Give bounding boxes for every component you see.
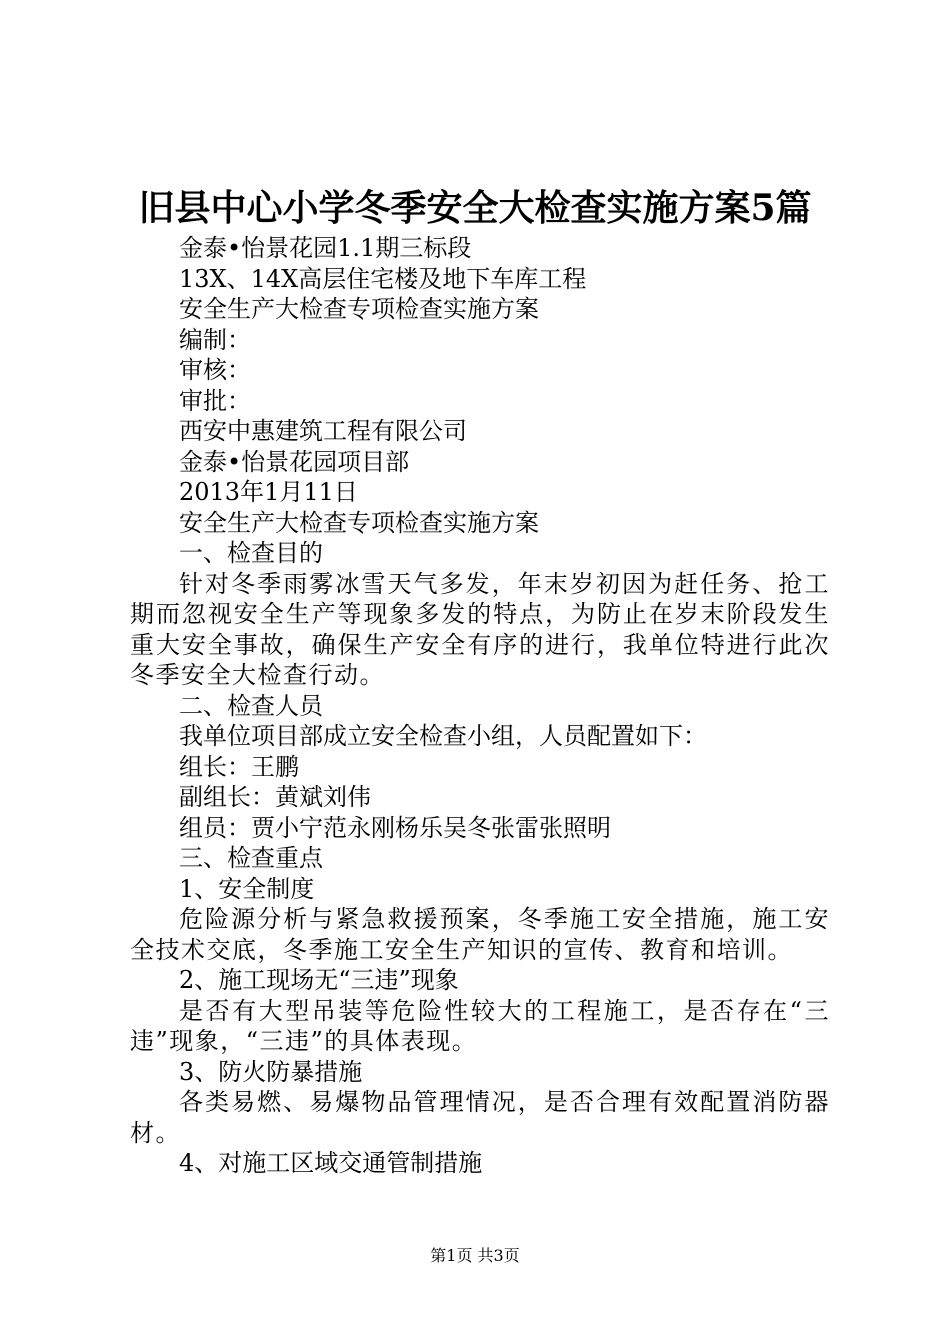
approved-by-line: 审批： — [179, 386, 251, 415]
focus-item-2-heading: 2、施工现场无“三违”现象 — [179, 966, 459, 994]
focus-item-3-paragraph: 各类易燃、易爆物品管理情况，是否合理有效配置消防器材。 — [130, 1088, 830, 1147]
personnel-intro-line: 我单位项目部成立安全检查小组，人员配置如下： — [179, 722, 707, 750]
page-footer: 第1页 共3页 — [430, 1246, 520, 1265]
plan-title-line: 安全生产大检查专项检查实施方案 — [179, 295, 539, 323]
focus-item-4-heading: 4、对施工区域交通管制措施 — [179, 1149, 483, 1177]
section-heading-personnel: 二、检查人员 — [179, 691, 323, 720]
project-name-line: 金泰•怡景花园1.1期三标段 — [179, 234, 472, 262]
section-heading-focus: 三、检查重点 — [179, 844, 323, 872]
date-line: 2013年1月11日 — [179, 478, 358, 506]
team-members-line: 组员：贾小宁范永刚杨乐吴冬张雷张照明 — [179, 813, 611, 842]
company-line: 西安中惠建筑工程有限公司 — [179, 417, 467, 445]
reviewed-by-line: 审核： — [179, 356, 251, 384]
focus-item-1-paragraph: 危险源分析与紧急救援预案，冬季施工安全措施，施工安全技术交底，冬季施工安全生产知识的宣传、教育和培训。 — [130, 905, 830, 964]
project-scope-line: 13X、14X高层住宅楼及地下车库工程 — [179, 264, 587, 293]
purpose-paragraph: 针对冬季雨雾冰雪天气多发，年末岁初因为赶任务、抢工期而忽视安全生产等现象多发的特点，为防止在岁末阶段发生重大安全事故，确保生产安全有序的进行，我单位特进行此次冬季安全大检查行动。 — [130, 569, 830, 689]
plan-heading-line: 安全生产大检查专项检查实施方案 — [179, 508, 539, 537]
compiled-by-line: 编制： — [179, 325, 251, 354]
team-leader-line: 组长：王鹏 — [179, 752, 299, 781]
deputy-leader-line: 副组长：黄斌刘伟 — [179, 783, 371, 811]
department-line: 金泰•怡景花园项目部 — [179, 447, 410, 476]
focus-item-1-heading: 1、安全制度 — [179, 874, 315, 903]
section-heading-purpose: 一、检查目的 — [179, 539, 323, 567]
focus-item-3-heading: 3、防火防暴措施 — [179, 1057, 363, 1086]
document-body — [130, 233, 830, 1179]
document-title: 旧县中心小学冬季安全大检查实施方案5篇 — [138, 187, 812, 229]
focus-item-2-paragraph: 是否有大型吊装等危险性较大的工程施工，是否存在“三违”现象，“三违”的具体表现。 — [130, 996, 830, 1055]
